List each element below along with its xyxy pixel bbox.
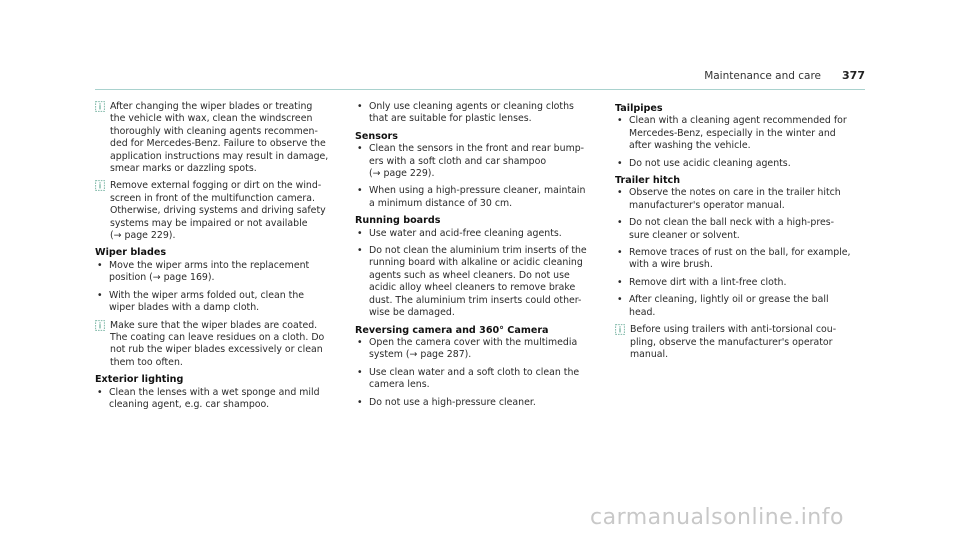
- bullet-icon: •: [357, 336, 363, 348]
- note-text: Before using trailers with anti-torsional cou- pling, observe the manufacturer's operator manual.: [630, 324, 837, 360]
- section-heading: Running boards: [355, 215, 441, 227]
- page-header: [95, 71, 865, 90]
- list-item-text: Do not clean the aluminium trim inserts of the running board with alkaline or acidic cleaning agents such as wheel cleaners. Do not use acidic alloy wheel cleaners to remove brake dust. The aluminium trim inserts could other- wise be damaged.: [369, 245, 587, 319]
- list-item: [355, 367, 605, 392]
- column-right: [615, 101, 870, 366]
- list-item: [95, 290, 345, 315]
- list-item-text: Observe the notes on care in the trailer hitch manufacturer's operator manual.: [629, 187, 841, 211]
- list-item: [615, 187, 870, 212]
- list-item-text: Do not use acidic cleaning agents.: [629, 157, 791, 169]
- note-block: [615, 324, 870, 361]
- list-item-text: Use clean water and a soft cloth to clean the camera lens.: [369, 366, 580, 391]
- list-item: [355, 337, 605, 362]
- bullet-icon: •: [617, 294, 623, 306]
- note-block: [95, 320, 345, 370]
- list-item: [615, 277, 870, 289]
- note-block: [95, 180, 345, 242]
- bullet-icon: •: [97, 259, 103, 271]
- list-item-text: After cleaning, lightly oil or grease the ball head.: [629, 294, 829, 318]
- bullet-icon: •: [97, 289, 103, 301]
- watermark: carmanualsonline.info: [590, 505, 844, 530]
- list-item-text: Remove dirt with a lint-free cloth.: [629, 276, 787, 288]
- bullet-icon: •: [617, 217, 623, 229]
- bullet-icon: •: [357, 245, 363, 257]
- list-item: [355, 228, 605, 240]
- list-item-text: Open the camera cover with the multimedia system (→ page 287).: [369, 336, 578, 361]
- list-item: [95, 387, 345, 412]
- list-item-text: Clean the lenses with a wet sponge and mild cleaning agent, e.g. car shampoo.: [109, 386, 320, 410]
- list-item: [615, 217, 870, 242]
- note-text: Remove external fogging or dirt on the wind- screen in front of the multifunction camera. Otherwise, driving systems and driving safety systems may be impaired or not available (→ page 229).: [110, 180, 326, 242]
- list-item-text: Do not use a high-pressure cleaner.: [369, 396, 536, 408]
- bullet-icon: •: [357, 101, 363, 112]
- info-note-icon: [615, 324, 630, 361]
- list-item: [355, 185, 605, 210]
- list-item: [615, 158, 870, 170]
- list-item-text: When using a high-pressure cleaner, maintain a minimum distance of 30 cm.: [369, 185, 586, 209]
- note-text: Make sure that the wiper blades are coated. The coating can leave residues on a cloth. Do not rub the wiper blades excessively or clean them too often.: [110, 319, 325, 368]
- column-left: [95, 101, 345, 416]
- bullet-icon: •: [357, 143, 363, 155]
- info-note-icon: [95, 320, 110, 370]
- section-heading: Sensors: [355, 130, 398, 142]
- bullet-icon: •: [617, 247, 623, 259]
- bullet-icon: •: [357, 185, 363, 197]
- bullet-icon: •: [357, 366, 363, 378]
- bullet-icon: •: [617, 115, 623, 127]
- bullet-icon: •: [357, 396, 363, 408]
- list-item-text: Move the wiper arms into the replacement position (→ page 169).: [109, 259, 310, 284]
- list-item-text: Clean the sensors in the front and rear bump- ers with a soft cloth and car shampoo (→ page 229).: [369, 143, 585, 180]
- list-item: [615, 115, 870, 152]
- section-title: Maintenance and care: [704, 70, 821, 82]
- list-item: [355, 101, 605, 126]
- info-note-icon: [95, 180, 110, 242]
- section-heading: Reversing camera and 360° Camera: [355, 324, 549, 336]
- list-item-text: Do not clean the ball neck with a high-pres- sure cleaner or solvent.: [629, 217, 835, 241]
- list-item-text: With the wiper arms folded out, clean the wiper blades with a damp cloth.: [109, 289, 305, 314]
- list-item-text: Only use cleaning agents or cleaning cloths that are suitable for plastic lenses.: [369, 101, 574, 125]
- note-block: [95, 101, 345, 175]
- info-note-icon: [95, 101, 110, 175]
- list-item-text: Clean with a cleaning agent recommended for Mercedes-Benz, especially in the winter and after washing the vehicle.: [629, 115, 847, 152]
- section-heading: Tailpipes: [615, 103, 663, 114]
- list-item: [95, 260, 345, 285]
- bullet-icon: •: [97, 386, 103, 398]
- list-item: [355, 397, 605, 409]
- list-item: [355, 245, 605, 319]
- section-heading: Trailer hitch: [615, 175, 681, 187]
- list-item-text: Remove traces of rust on the ball, for example, with a wire brush.: [629, 247, 851, 271]
- bullet-icon: •: [617, 276, 623, 288]
- section-heading: Exterior lighting: [95, 374, 184, 386]
- list-item: [615, 247, 870, 272]
- list-item: [355, 143, 605, 180]
- note-text: After changing the wiper blades or treating the vehicle with wax, clean the windscreen thoroughly with cleaning agents recommen- ded for Mercedes-Benz. Failure to observe the application instructions may result in damage, smear marks or dazzling spots.: [110, 101, 329, 175]
- section-heading: Wiper blades: [95, 247, 167, 259]
- list-item: [615, 294, 870, 319]
- bullet-icon: •: [357, 227, 363, 239]
- bullet-icon: •: [617, 157, 623, 169]
- column-middle: [355, 101, 605, 414]
- list-item-text: Use water and acid-free cleaning agents.: [369, 227, 562, 239]
- bullet-icon: •: [617, 187, 623, 199]
- page-number: 377: [842, 69, 865, 82]
